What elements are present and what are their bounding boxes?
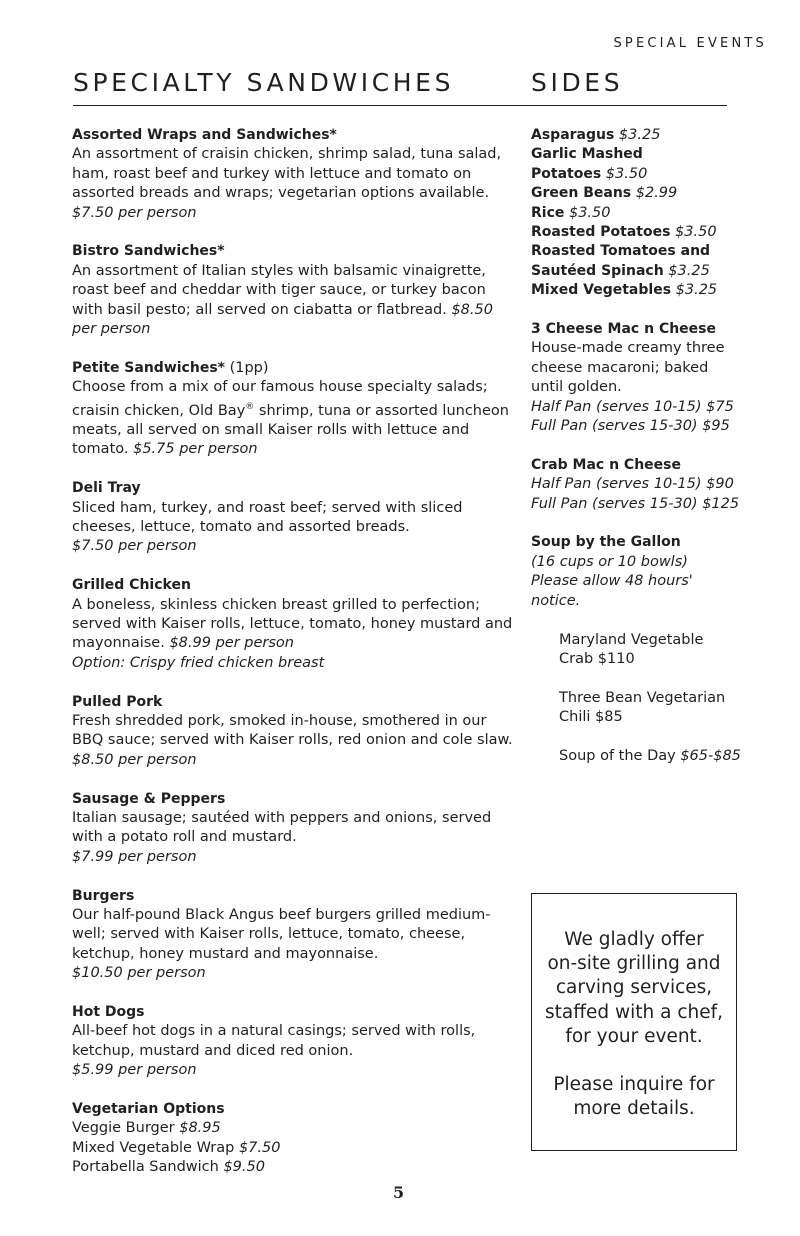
soup-option: Maryland Vegetable Crab $110 xyxy=(559,631,704,667)
item-option: Option: Crispy fried chicken breast xyxy=(72,654,325,671)
menu-item-hot-dogs xyxy=(72,1003,517,1081)
item-name: Petite Sandwiches* (1pp) xyxy=(72,359,269,376)
menu-item-deli-tray xyxy=(72,479,517,557)
item-price: $7.50 per person xyxy=(72,538,197,555)
item-qualifier: (1pp) xyxy=(229,359,269,376)
veg-option: Mixed Vegetable Wrap $7.50 xyxy=(72,1139,281,1156)
item-name: Pulled Pork xyxy=(72,693,163,710)
info-text: We gladly offer xyxy=(564,929,704,950)
veg-option: Veggie Burger $8.95 xyxy=(72,1120,221,1137)
item-name: Sausage & Peppers xyxy=(72,790,226,807)
info-text: staffed with a chef, xyxy=(545,1001,723,1023)
header-divider xyxy=(73,105,727,106)
item-description: Our half-pound Black Angus beef burgers grilled medium-well; served with Kaiser rolls, lettuce, tomato, cheese, ketchup, honey mustard and mayonnaise. xyxy=(72,906,491,962)
info-text: on-site grilling and xyxy=(547,953,721,975)
item-price: $5.75 per person xyxy=(133,441,258,458)
info-text: for your event. xyxy=(565,1025,703,1047)
item-price: $8.50 per person xyxy=(72,301,493,338)
item-description: House-made creamy three cheese macaroni; baked until golden. xyxy=(531,340,725,396)
item-description: Sliced ham, turkey, and roast beef; served with sliced cheeses, lettuce, tomato and assorted breads. xyxy=(72,499,463,535)
item-name: Bistro Sandwiches* xyxy=(72,243,225,260)
item-description: An assortment of Italian styles with balsamic vinaigrette, roast beef and cheddar with tiger sauce, or turkey bacon with basil pesto; all served on ciabatta or flatbread. $8.50 per person xyxy=(72,262,493,338)
menu-item-wraps xyxy=(72,126,517,223)
soup-option: Three Bean Vegetarian Chili $85 xyxy=(559,689,726,726)
menu-item-sausage-peppers xyxy=(72,790,517,868)
menu-item-burgers xyxy=(72,887,517,984)
item-description: Fresh shredded pork, smoked in-house, smothered in our BBQ sauce; served with Kaiser rolls, red onion and cole slaw. $8.50 per person xyxy=(72,712,513,768)
item-price: $8.99 per person xyxy=(169,635,294,652)
side-item: Garlic Mashed Potatoes $3.50 xyxy=(531,146,648,182)
spacer xyxy=(532,1049,736,1073)
menu-item-grilled-chicken xyxy=(72,576,517,673)
item-description: Choose from a mix of our famous house specialty salads; craisin chicken, Old Bay® shrimp, tuna or assorted luncheon meats, all served on small Kaiser rolls with lettuce and tomato. $5.75 per person xyxy=(72,379,509,458)
full-pan-price: Full Pan (serves 15-30) $95 xyxy=(531,418,730,435)
item-name: Hot Dogs xyxy=(72,1003,145,1020)
side-item: Rice $3.50 xyxy=(531,204,611,221)
side-item: Roasted Potatoes $3.50 xyxy=(531,224,717,241)
item-name: Vegetarian Options xyxy=(72,1101,225,1117)
item-price: $5.99 per person xyxy=(72,1062,197,1079)
side-item: Asparagus $3.25 xyxy=(531,127,661,143)
soup-option: Soup of the Day $65-$85 xyxy=(559,747,741,764)
section-label: SPECIAL EVENTS xyxy=(613,36,767,51)
veg-option: Portabella Sandwich $9.50 xyxy=(72,1159,265,1176)
info-text: Please inquire for xyxy=(553,1074,715,1096)
item-name: Deli Tray xyxy=(72,480,141,497)
menu-item-bistro xyxy=(72,242,517,339)
menu-item-soup xyxy=(531,533,771,611)
registered-mark: ® xyxy=(245,401,255,412)
half-pan-price: Half Pan (serves 10-15) $90 xyxy=(531,476,734,493)
item-name: Grilled Chicken xyxy=(72,577,191,594)
item-description: A boneless, skinless chicken breast grilled to perfection; served with Kaiser rolls, lettuce, tomato, honey mustard and mayonnaise. $8.99 per person xyxy=(72,596,513,652)
side-item: Green Beans $2.99 xyxy=(531,185,678,202)
page-number: 5 xyxy=(393,1183,405,1202)
item-name: Soup by the Gallon xyxy=(531,534,681,551)
menu-item-mac-cheese xyxy=(531,320,771,436)
menu-item-crab-mac xyxy=(531,456,771,514)
item-description: An assortment of craisin chicken, shrimp salad, tuna salad, ham, roast beef and turkey with lettuce and tomato on assorted breads and wraps; vegetarian options available. $7.50 per person xyxy=(72,146,502,221)
info-text: carving services, xyxy=(555,977,713,999)
sandwiches-column xyxy=(72,126,517,1197)
side-item: Roasted Tomatoes and Sautéed Spinach $3.25 xyxy=(531,243,711,279)
sides-heading: SIDES xyxy=(531,68,624,97)
side-item: Mixed Vegetables $3.25 xyxy=(531,282,718,299)
menu-item-vegetarian xyxy=(72,1100,517,1178)
item-price: $7.99 per person xyxy=(72,848,197,865)
menu-item-petite xyxy=(72,359,517,460)
menu-item-pulled-pork xyxy=(72,693,517,771)
item-price: $8.50 per person xyxy=(72,751,197,768)
item-description: All-beef hot dogs in a natural casings; served with rolls, ketchup, mustard and diced red onion. xyxy=(72,1023,476,1059)
item-price: $7.50 per person xyxy=(72,204,197,221)
half-pan-price: Half Pan (serves 10-15) $75 xyxy=(531,398,734,415)
sides-list xyxy=(531,126,771,301)
item-name: Burgers xyxy=(72,887,135,904)
info-text: more details. xyxy=(573,1098,695,1120)
sides-column xyxy=(531,126,771,786)
item-name: 3 Cheese Mac n Cheese xyxy=(531,321,717,338)
item-name: Assorted Wraps and Sandwiches* xyxy=(72,127,337,143)
item-price: $10.50 per person xyxy=(72,965,206,982)
sandwiches-heading: SPECIALTY SANDWICHES xyxy=(73,68,455,97)
soup-note: (16 cups or 10 bowls) Please allow 48 hours' notice. xyxy=(531,553,693,609)
grilling-info-box xyxy=(531,893,737,1151)
item-name: Crab Mac n Cheese xyxy=(531,456,681,473)
soup-list xyxy=(531,631,771,767)
item-description: Italian sausage; sautéed with peppers and onions, served with a potato roll and mustard. xyxy=(72,809,492,846)
full-pan-price: Full Pan (serves 15-30) $125 xyxy=(531,495,740,512)
